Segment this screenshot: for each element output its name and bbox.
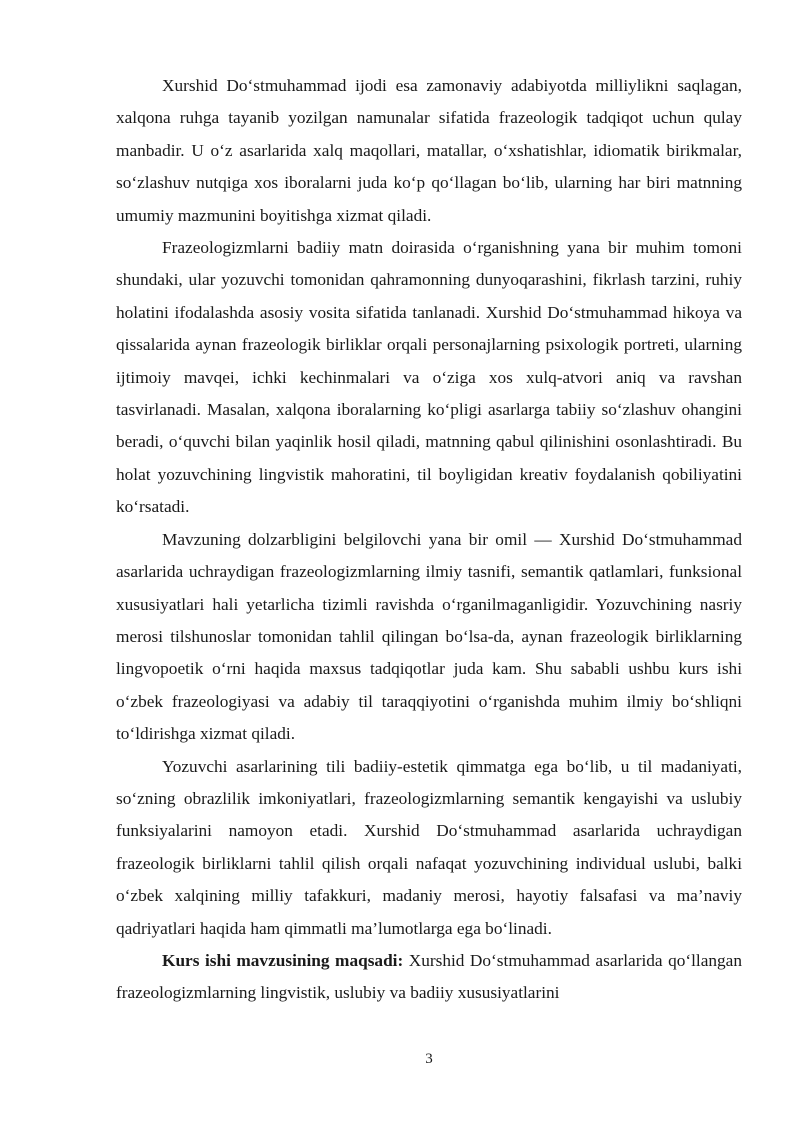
paragraph-3: [116, 524, 742, 751]
paragraph-5-text: Xurshid Do‘stmuhammad asarlarida qo‘llangan frazeologizmlarning lingvistik, uslubiy va badiiy xususiyatlarini: [116, 950, 742, 1003]
paragraph-5: [116, 945, 742, 1010]
document-body: [116, 70, 742, 1010]
paragraph-3-text: Mavzuning dolzarbligini belgilovchi yana bir omil — Xurshid Do‘stmuhammad asarlarida uchraydigan frazeologizmlarning ilmiy tasnifi, semantik qatlamlari, funksional xususiyatlari hali yetarlicha tizimli ravishda o‘rganilmaganligidir. Yozuvchining nasriy merosi tilshunoslar tomonidan tahlil qilingan bo‘lsa-da, aynan frazeologik birliklarning lingvopoetik o‘rni haqida maxsus tadqiqotlar juda kam. Shu sababli ushbu kurs ishi o‘zbek frazeologiyasi va adabiy til taraqqiyotini o‘rganishda muhim ilmiy bo‘shliqni to‘ldirishga xizmat qiladi.: [116, 529, 742, 744]
page-number: 3: [425, 1051, 433, 1067]
paragraph-1-text: Xurshid Do‘stmuhammad ijodi esa zamonaviy adabiyotda milliylikni saqlagan, xalqona ruhga tayanib yozilgan namunalar sifatida frazeologik tadqiqot uchun qulay manbadir. U o‘z asarlarida xalq maqollari, matallar, o‘xshatishlar, idiomatik birikmalar, so‘zlashuv nutqiga xos iboralarni juda ko‘p qo‘llagan bo‘lib, ularning har biri matnning umumiy mazmunini boyitishga xizmat qiladi.: [116, 76, 742, 225]
paragraph-4: [116, 751, 742, 945]
paragraph-4-text: Yozuvchi asarlarining tili badiiy-estetik qimmatga ega bo‘lib, u til madaniyati, so‘zning obrazlilik imkoniyatlari, frazeologizmlarning semantik kengayishi va uslubiy funksiyalarini namoyon etadi. Xurshid Do‘stmuhammad asarlarida uchraydigan frazeologik birliklarni tahlil qilish orqali nafaqat yozuvchining individual uslubi, balki o‘zbek xalqining milliy tafakkuri, madaniy merosi, hayotiy falsafasi va ma’naviy qadriyatlari haqida ham qimmatli ma’lumotlarga ega bo‘linadi.: [116, 756, 742, 938]
paragraph-2: [116, 232, 742, 524]
section-lead-heading: Kurs ishi mavzusining maqsadi:: [162, 950, 404, 970]
paragraph-2-text: Frazeologizmlarni badiiy matn doirasida o‘rganishning yana bir muhim tomoni shundaki, ular yozuvchi tomonidan qahramonning dunyoqarashini, fikrlash tarzini, ruhiy holatini ifodalashda asosiy vosita sifatida tanlanadi. Xurshid Do‘stmuhammad hikoya va qissalarida aynan frazeologik birliklar orqali personajlarning psixologik portreti, ularning ijtimoiy mavqei, ichki kechinmalari va o‘ziga xos xulq-atvori aniq va ravshan tasvirlanadi. Masalan, xalqona iboralarning ko‘pligi asarlarga tabiiy so‘zlashuv ohangini beradi, o‘quvchi bilan yaqinlik hosil qiladi, matnning qabul qilinishini osonlashtiradi. Bu holat yozuvchining lingvistik mahoratini, til boyligidan kreativ foydalanish qobiliyatini ko‘rsatadi.: [116, 238, 742, 517]
paragraph-1: [116, 70, 742, 232]
